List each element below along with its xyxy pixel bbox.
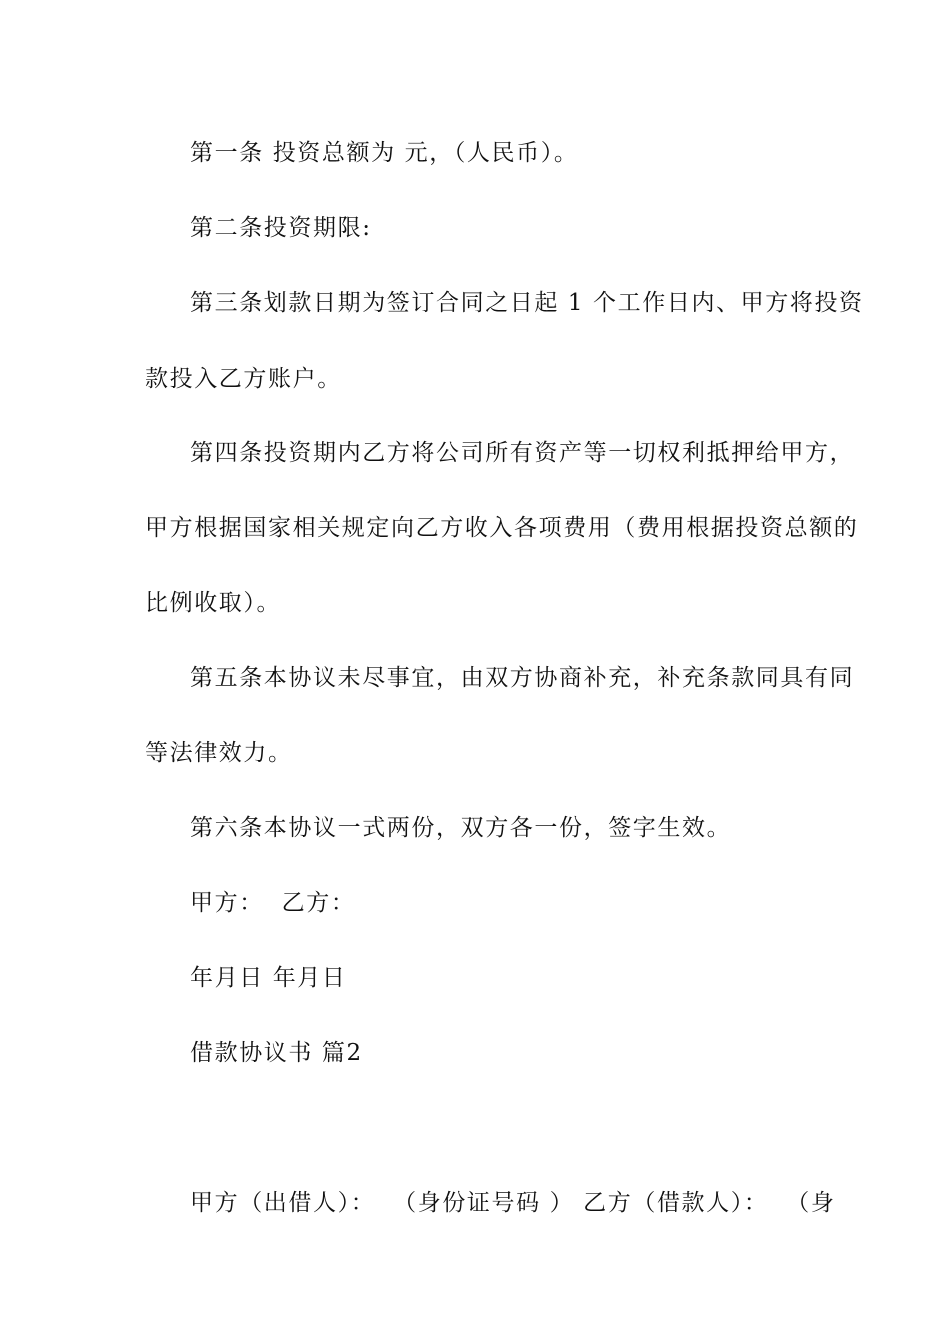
article-3-line-1: 第三条划款日期为签订合同之日起 1 个工作日内、甲方将投资 (190, 290, 864, 316)
article-5-line-1: 第五条本协议未尽事宜，由双方协商补充，补充条款同具有同 (190, 665, 855, 691)
article-3-line-2: 款投入乙方账户。 (145, 366, 342, 392)
article-4-line-3: 比例收取）。 (145, 590, 282, 616)
section-heading: 借款协议书 篇2 (190, 1040, 363, 1066)
date-signature-line: 年月日 年月日 (190, 965, 347, 991)
article-4-line-1: 第四条投资期内乙方将公司所有资产等一切权利抵押给甲方， (190, 440, 855, 466)
article-6-line: 第六条本协议一式两份，双方各一份，签字生效。 (190, 815, 732, 841)
article-2-line: 第二条投资期限: (190, 215, 372, 241)
article-4-line-2: 甲方根据国家相关规定向乙方收入各项费用（费用根据投资总额的 (145, 515, 859, 541)
article-5-line-2: 等法律效力。 (145, 740, 293, 766)
parties-line: 甲方（出借人）： （身份证号码 ） 乙方（借款人）： （身 (190, 1190, 836, 1216)
party-signature-line: 甲方： 乙方： (190, 890, 356, 916)
article-1-line: 第一条 投资总额为 元，（人民币）。 (190, 140, 579, 166)
